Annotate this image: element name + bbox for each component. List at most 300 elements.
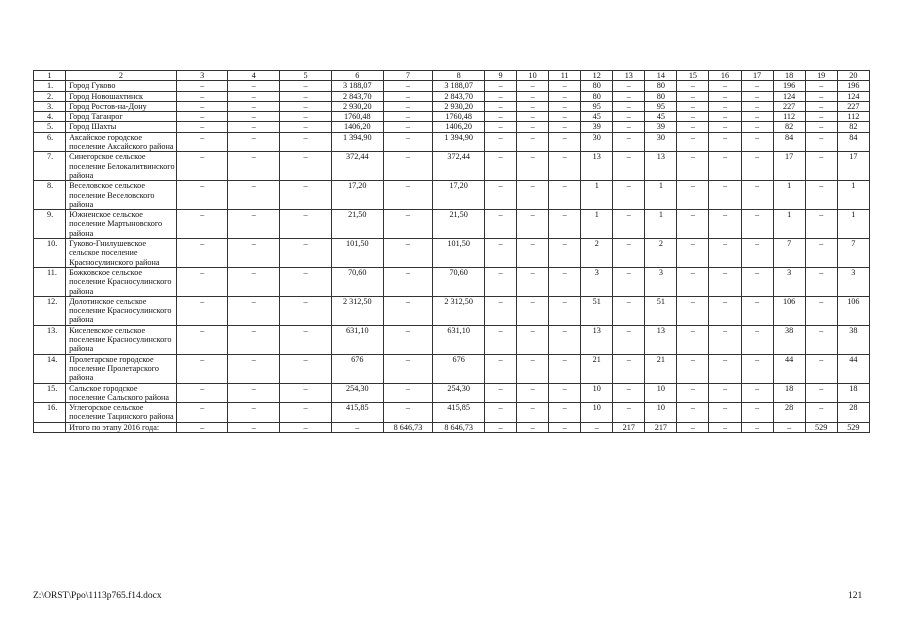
value-cell: 372,44	[331, 152, 383, 181]
value-cell: –	[709, 152, 741, 181]
municipality-name-cell: Город Шахты	[66, 122, 177, 132]
value-cell: –	[280, 181, 332, 210]
value-cell: –	[485, 181, 517, 210]
row-number-cell	[34, 422, 66, 432]
value-cell: –	[805, 267, 837, 296]
row-number-cell: 14.	[34, 354, 66, 383]
value-cell: 45	[581, 112, 613, 122]
value-cell: –	[280, 239, 332, 268]
value-cell: 1	[837, 181, 869, 210]
column-number-cell: 11	[549, 71, 581, 81]
value-cell: 18	[837, 383, 869, 403]
value-cell: –	[517, 210, 549, 239]
value-cell: 196	[773, 81, 805, 91]
value-cell: 415,85	[433, 403, 485, 423]
value-cell: –	[709, 181, 741, 210]
row-number-cell: 1.	[34, 81, 66, 91]
value-cell: 10	[581, 403, 613, 423]
value-cell: –	[517, 91, 549, 101]
value-cell: 2	[581, 239, 613, 268]
column-number-cell: 12	[581, 71, 613, 81]
value-cell: 13	[581, 152, 613, 181]
value-cell: –	[677, 112, 709, 122]
row-number-cell: 12.	[34, 296, 66, 325]
value-cell: –	[485, 152, 517, 181]
value-cell: 10	[645, 403, 677, 423]
table-row	[34, 403, 870, 423]
value-cell: 3 188,07	[433, 81, 485, 91]
value-cell: 3 188,07	[331, 81, 383, 91]
value-cell: –	[805, 81, 837, 91]
value-cell: –	[228, 112, 280, 122]
value-cell: –	[228, 422, 280, 432]
value-cell: –	[613, 325, 645, 354]
value-cell: –	[549, 267, 581, 296]
value-cell: 82	[773, 122, 805, 132]
value-cell: –	[805, 181, 837, 210]
row-number-cell: 7.	[34, 152, 66, 181]
value-cell: –	[549, 81, 581, 91]
value-cell: –	[383, 91, 433, 101]
value-cell: –	[677, 403, 709, 423]
value-cell: 70,60	[433, 267, 485, 296]
value-cell: 676	[433, 354, 485, 383]
value-cell: –	[677, 267, 709, 296]
value-cell: –	[805, 152, 837, 181]
value-cell: 28	[837, 403, 869, 423]
value-cell: 2 312,50	[331, 296, 383, 325]
municipality-name-cell: Веселовское сельское поселение Веселовского района	[66, 181, 177, 210]
table-row	[34, 112, 870, 122]
value-cell: –	[741, 239, 773, 268]
column-number-cell: 6	[331, 71, 383, 81]
municipality-name-cell: Город Ростов-на-Дону	[66, 101, 177, 111]
value-cell: 112	[773, 112, 805, 122]
value-cell: –	[805, 112, 837, 122]
value-cell: –	[176, 325, 228, 354]
value-cell: –	[709, 422, 741, 432]
municipality-name-cell: Гуково-Гнилушевское сельское поселение Красносулинского района	[66, 239, 177, 268]
value-cell: –	[176, 81, 228, 91]
value-cell: –	[517, 132, 549, 152]
value-cell: 2 930,20	[331, 101, 383, 111]
value-cell: –	[176, 101, 228, 111]
column-number-cell: 5	[280, 71, 332, 81]
value-cell: 70,60	[331, 267, 383, 296]
value-cell: –	[805, 122, 837, 132]
value-cell: –	[383, 101, 433, 111]
data-table	[33, 70, 870, 433]
column-number-cell: 16	[709, 71, 741, 81]
value-cell: 84	[837, 132, 869, 152]
value-cell: 80	[645, 91, 677, 101]
value-cell: –	[485, 267, 517, 296]
value-cell: 13	[645, 152, 677, 181]
value-cell: 124	[773, 91, 805, 101]
value-cell: –	[383, 132, 433, 152]
value-cell: –	[517, 354, 549, 383]
value-cell: –	[485, 239, 517, 268]
row-number-cell: 5.	[34, 122, 66, 132]
value-cell: 38	[837, 325, 869, 354]
value-cell: –	[176, 152, 228, 181]
value-cell: 82	[837, 122, 869, 132]
footer-file-path: Z:\ORST\Ppo\1113p765.f14.docx	[33, 591, 162, 601]
value-cell: 415,85	[331, 403, 383, 423]
value-cell: –	[383, 210, 433, 239]
value-cell: –	[228, 383, 280, 403]
value-cell: –	[176, 383, 228, 403]
value-cell: –	[383, 122, 433, 132]
column-number-cell: 8	[433, 71, 485, 81]
value-cell: 106	[773, 296, 805, 325]
table-row	[34, 267, 870, 296]
table-row	[34, 122, 870, 132]
value-cell: –	[517, 152, 549, 181]
value-cell: 10	[581, 383, 613, 403]
table-row	[34, 101, 870, 111]
value-cell: 227	[773, 101, 805, 111]
value-cell: 217	[645, 422, 677, 432]
value-cell: –	[228, 210, 280, 239]
table-header-row	[34, 71, 870, 81]
municipality-name-cell: Город Гуково	[66, 81, 177, 91]
value-cell: –	[176, 267, 228, 296]
value-cell: –	[805, 91, 837, 101]
value-cell: 95	[581, 101, 613, 111]
value-cell: –	[517, 181, 549, 210]
value-cell: 38	[773, 325, 805, 354]
value-cell: –	[613, 210, 645, 239]
value-cell: –	[176, 403, 228, 423]
value-cell: –	[176, 91, 228, 101]
value-cell: –	[280, 403, 332, 423]
value-cell: –	[228, 132, 280, 152]
value-cell: 13	[581, 325, 613, 354]
municipality-name-cell: Киселевское сельское поселение Красносулинского района	[66, 325, 177, 354]
value-cell: –	[228, 325, 280, 354]
value-cell: –	[805, 239, 837, 268]
value-cell: –	[613, 91, 645, 101]
value-cell: –	[549, 210, 581, 239]
municipality-name-cell: Итого по этапу 2016 года:	[66, 422, 177, 432]
value-cell: 7	[773, 239, 805, 268]
value-cell: –	[549, 101, 581, 111]
value-cell: –	[741, 152, 773, 181]
value-cell: –	[613, 81, 645, 91]
value-cell: –	[677, 354, 709, 383]
municipality-name-cell: Аксайское городское поселение Аксайского района	[66, 132, 177, 152]
value-cell: –	[228, 122, 280, 132]
value-cell: 21,50	[433, 210, 485, 239]
value-cell: 1	[581, 210, 613, 239]
value-cell: –	[517, 383, 549, 403]
value-cell: 124	[837, 91, 869, 101]
value-cell: –	[805, 210, 837, 239]
value-cell: 2	[645, 239, 677, 268]
value-cell: 39	[645, 122, 677, 132]
value-cell: 106	[837, 296, 869, 325]
value-cell: –	[709, 354, 741, 383]
value-cell: –	[677, 422, 709, 432]
value-cell: 28	[773, 403, 805, 423]
value-cell: 39	[581, 122, 613, 132]
value-cell: 1	[773, 181, 805, 210]
value-cell: 254,30	[433, 383, 485, 403]
table-row	[34, 354, 870, 383]
value-cell: 51	[645, 296, 677, 325]
value-cell: –	[741, 81, 773, 91]
value-cell: 8 646,73	[383, 422, 433, 432]
table-row	[34, 181, 870, 210]
value-cell: –	[517, 422, 549, 432]
value-cell: –	[485, 81, 517, 91]
value-cell: –	[805, 296, 837, 325]
column-number-cell: 2	[66, 71, 177, 81]
municipality-name-cell: Город Таганрог	[66, 112, 177, 122]
municipality-name-cell: Божковское сельское поселение Красносулинского района	[66, 267, 177, 296]
value-cell: –	[677, 296, 709, 325]
value-cell: –	[741, 267, 773, 296]
value-cell: 254,30	[331, 383, 383, 403]
value-cell: –	[176, 122, 228, 132]
value-cell: 227	[837, 101, 869, 111]
value-cell: –	[805, 101, 837, 111]
value-cell: 17,20	[433, 181, 485, 210]
value-cell: –	[709, 112, 741, 122]
municipality-name-cell: Углегорское сельское поселение Тацинского района	[66, 403, 177, 423]
value-cell: 18	[773, 383, 805, 403]
value-cell: 10	[645, 383, 677, 403]
value-cell: –	[176, 422, 228, 432]
value-cell: –	[383, 403, 433, 423]
value-cell: –	[485, 296, 517, 325]
value-cell: –	[613, 296, 645, 325]
value-cell: –	[677, 91, 709, 101]
row-number-cell: 13.	[34, 325, 66, 354]
value-cell: –	[485, 422, 517, 432]
table-row	[34, 325, 870, 354]
value-cell: –	[485, 122, 517, 132]
value-cell: 1	[645, 210, 677, 239]
value-cell: –	[176, 354, 228, 383]
value-cell: –	[709, 132, 741, 152]
value-cell: 2 312,50	[433, 296, 485, 325]
value-cell: 95	[645, 101, 677, 111]
row-number-cell: 15.	[34, 383, 66, 403]
column-number-cell: 3	[176, 71, 228, 81]
value-cell: –	[741, 112, 773, 122]
value-cell: –	[517, 403, 549, 423]
value-cell: –	[677, 181, 709, 210]
column-number-cell: 20	[837, 71, 869, 81]
value-cell: –	[517, 101, 549, 111]
value-cell: 1406,20	[331, 122, 383, 132]
value-cell: –	[709, 122, 741, 132]
value-cell: –	[549, 132, 581, 152]
value-cell: 1	[581, 181, 613, 210]
value-cell: –	[517, 296, 549, 325]
value-cell: 80	[581, 91, 613, 101]
value-cell: –	[517, 112, 549, 122]
value-cell: 529	[837, 422, 869, 432]
value-cell: –	[485, 383, 517, 403]
value-cell: –	[741, 354, 773, 383]
value-cell: –	[517, 122, 549, 132]
value-cell: –	[805, 403, 837, 423]
value-cell: –	[741, 422, 773, 432]
value-cell: –	[549, 239, 581, 268]
value-cell: –	[741, 132, 773, 152]
value-cell: 21	[645, 354, 677, 383]
value-cell: –	[383, 267, 433, 296]
value-cell: –	[485, 403, 517, 423]
row-number-cell: 6.	[34, 132, 66, 152]
value-cell: 529	[805, 422, 837, 432]
value-cell: –	[709, 239, 741, 268]
value-cell: 13	[645, 325, 677, 354]
value-cell: –	[677, 81, 709, 91]
value-cell: –	[741, 122, 773, 132]
value-cell: 17	[773, 152, 805, 181]
value-cell: –	[485, 101, 517, 111]
value-cell: 80	[645, 81, 677, 91]
value-cell: 21,50	[331, 210, 383, 239]
value-cell: –	[176, 132, 228, 152]
value-cell: 631,10	[433, 325, 485, 354]
value-cell: –	[741, 296, 773, 325]
row-number-cell: 9.	[34, 210, 66, 239]
table-row	[34, 91, 870, 101]
value-cell: –	[805, 354, 837, 383]
column-number-cell: 15	[677, 71, 709, 81]
value-cell: 101,50	[331, 239, 383, 268]
value-cell: –	[176, 239, 228, 268]
value-cell: –	[280, 91, 332, 101]
value-cell: 17,20	[331, 181, 383, 210]
value-cell: 3	[837, 267, 869, 296]
value-cell: –	[485, 354, 517, 383]
value-cell: 30	[581, 132, 613, 152]
value-cell: –	[581, 422, 613, 432]
value-cell: 1	[837, 210, 869, 239]
value-cell: 17	[837, 152, 869, 181]
value-cell: 1	[773, 210, 805, 239]
value-cell: –	[228, 267, 280, 296]
table-row	[34, 239, 870, 268]
value-cell: –	[228, 81, 280, 91]
value-cell: –	[677, 152, 709, 181]
value-cell: 44	[837, 354, 869, 383]
value-cell: –	[280, 210, 332, 239]
row-number-cell: 2.	[34, 91, 66, 101]
value-cell: –	[549, 91, 581, 101]
value-cell: –	[280, 101, 332, 111]
value-cell: –	[485, 325, 517, 354]
value-cell: 1760,48	[433, 112, 485, 122]
value-cell: –	[383, 112, 433, 122]
column-number-cell: 19	[805, 71, 837, 81]
value-cell: –	[709, 296, 741, 325]
value-cell: –	[549, 112, 581, 122]
value-cell: –	[228, 403, 280, 423]
value-cell: –	[228, 91, 280, 101]
value-cell: 372,44	[433, 152, 485, 181]
row-number-cell: 11.	[34, 267, 66, 296]
value-cell: –	[549, 325, 581, 354]
value-cell: –	[517, 81, 549, 91]
value-cell: –	[773, 422, 805, 432]
value-cell: –	[228, 296, 280, 325]
value-cell: –	[677, 122, 709, 132]
municipality-name-cell: Южненское сельское поселение Мартыновского района	[66, 210, 177, 239]
value-cell: –	[805, 325, 837, 354]
value-cell: –	[709, 267, 741, 296]
value-cell: –	[677, 210, 709, 239]
row-number-cell: 10.	[34, 239, 66, 268]
value-cell: 3	[773, 267, 805, 296]
value-cell: –	[383, 181, 433, 210]
value-cell: –	[517, 267, 549, 296]
value-cell: –	[280, 152, 332, 181]
table-row	[34, 81, 870, 91]
value-cell: 7	[837, 239, 869, 268]
value-cell: –	[613, 181, 645, 210]
table-row	[34, 132, 870, 152]
value-cell: –	[485, 112, 517, 122]
row-number-cell: 16.	[34, 403, 66, 423]
value-cell: 112	[837, 112, 869, 122]
value-cell: 51	[581, 296, 613, 325]
table-row	[34, 383, 870, 403]
value-cell: –	[280, 112, 332, 122]
value-cell: –	[709, 403, 741, 423]
value-cell: 196	[837, 81, 869, 91]
value-cell: –	[677, 101, 709, 111]
column-number-cell: 18	[773, 71, 805, 81]
value-cell: –	[613, 267, 645, 296]
value-cell: –	[383, 152, 433, 181]
table-row	[34, 152, 870, 181]
column-number-cell: 10	[517, 71, 549, 81]
column-number-cell: 9	[485, 71, 517, 81]
value-cell: 1760,48	[331, 112, 383, 122]
municipality-name-cell: Пролетарское городское поселение Пролетарского района	[66, 354, 177, 383]
value-cell: –	[280, 325, 332, 354]
value-cell: –	[741, 383, 773, 403]
value-cell: –	[549, 354, 581, 383]
value-cell: –	[228, 239, 280, 268]
municipality-name-cell: Сальское городское поселение Сальского района	[66, 383, 177, 403]
table-row	[34, 296, 870, 325]
value-cell: –	[485, 91, 517, 101]
value-cell: –	[709, 81, 741, 91]
value-cell: –	[709, 325, 741, 354]
page-number: 121	[848, 591, 863, 601]
value-cell: –	[741, 101, 773, 111]
value-cell: –	[176, 296, 228, 325]
value-cell: –	[280, 267, 332, 296]
value-cell: –	[383, 383, 433, 403]
table-row	[34, 422, 870, 432]
value-cell: 84	[773, 132, 805, 152]
value-cell: 44	[773, 354, 805, 383]
value-cell: 8 646,73	[433, 422, 485, 432]
value-cell: –	[280, 132, 332, 152]
value-cell: –	[228, 354, 280, 383]
value-cell: 2 930,20	[433, 101, 485, 111]
value-cell: –	[331, 422, 383, 432]
